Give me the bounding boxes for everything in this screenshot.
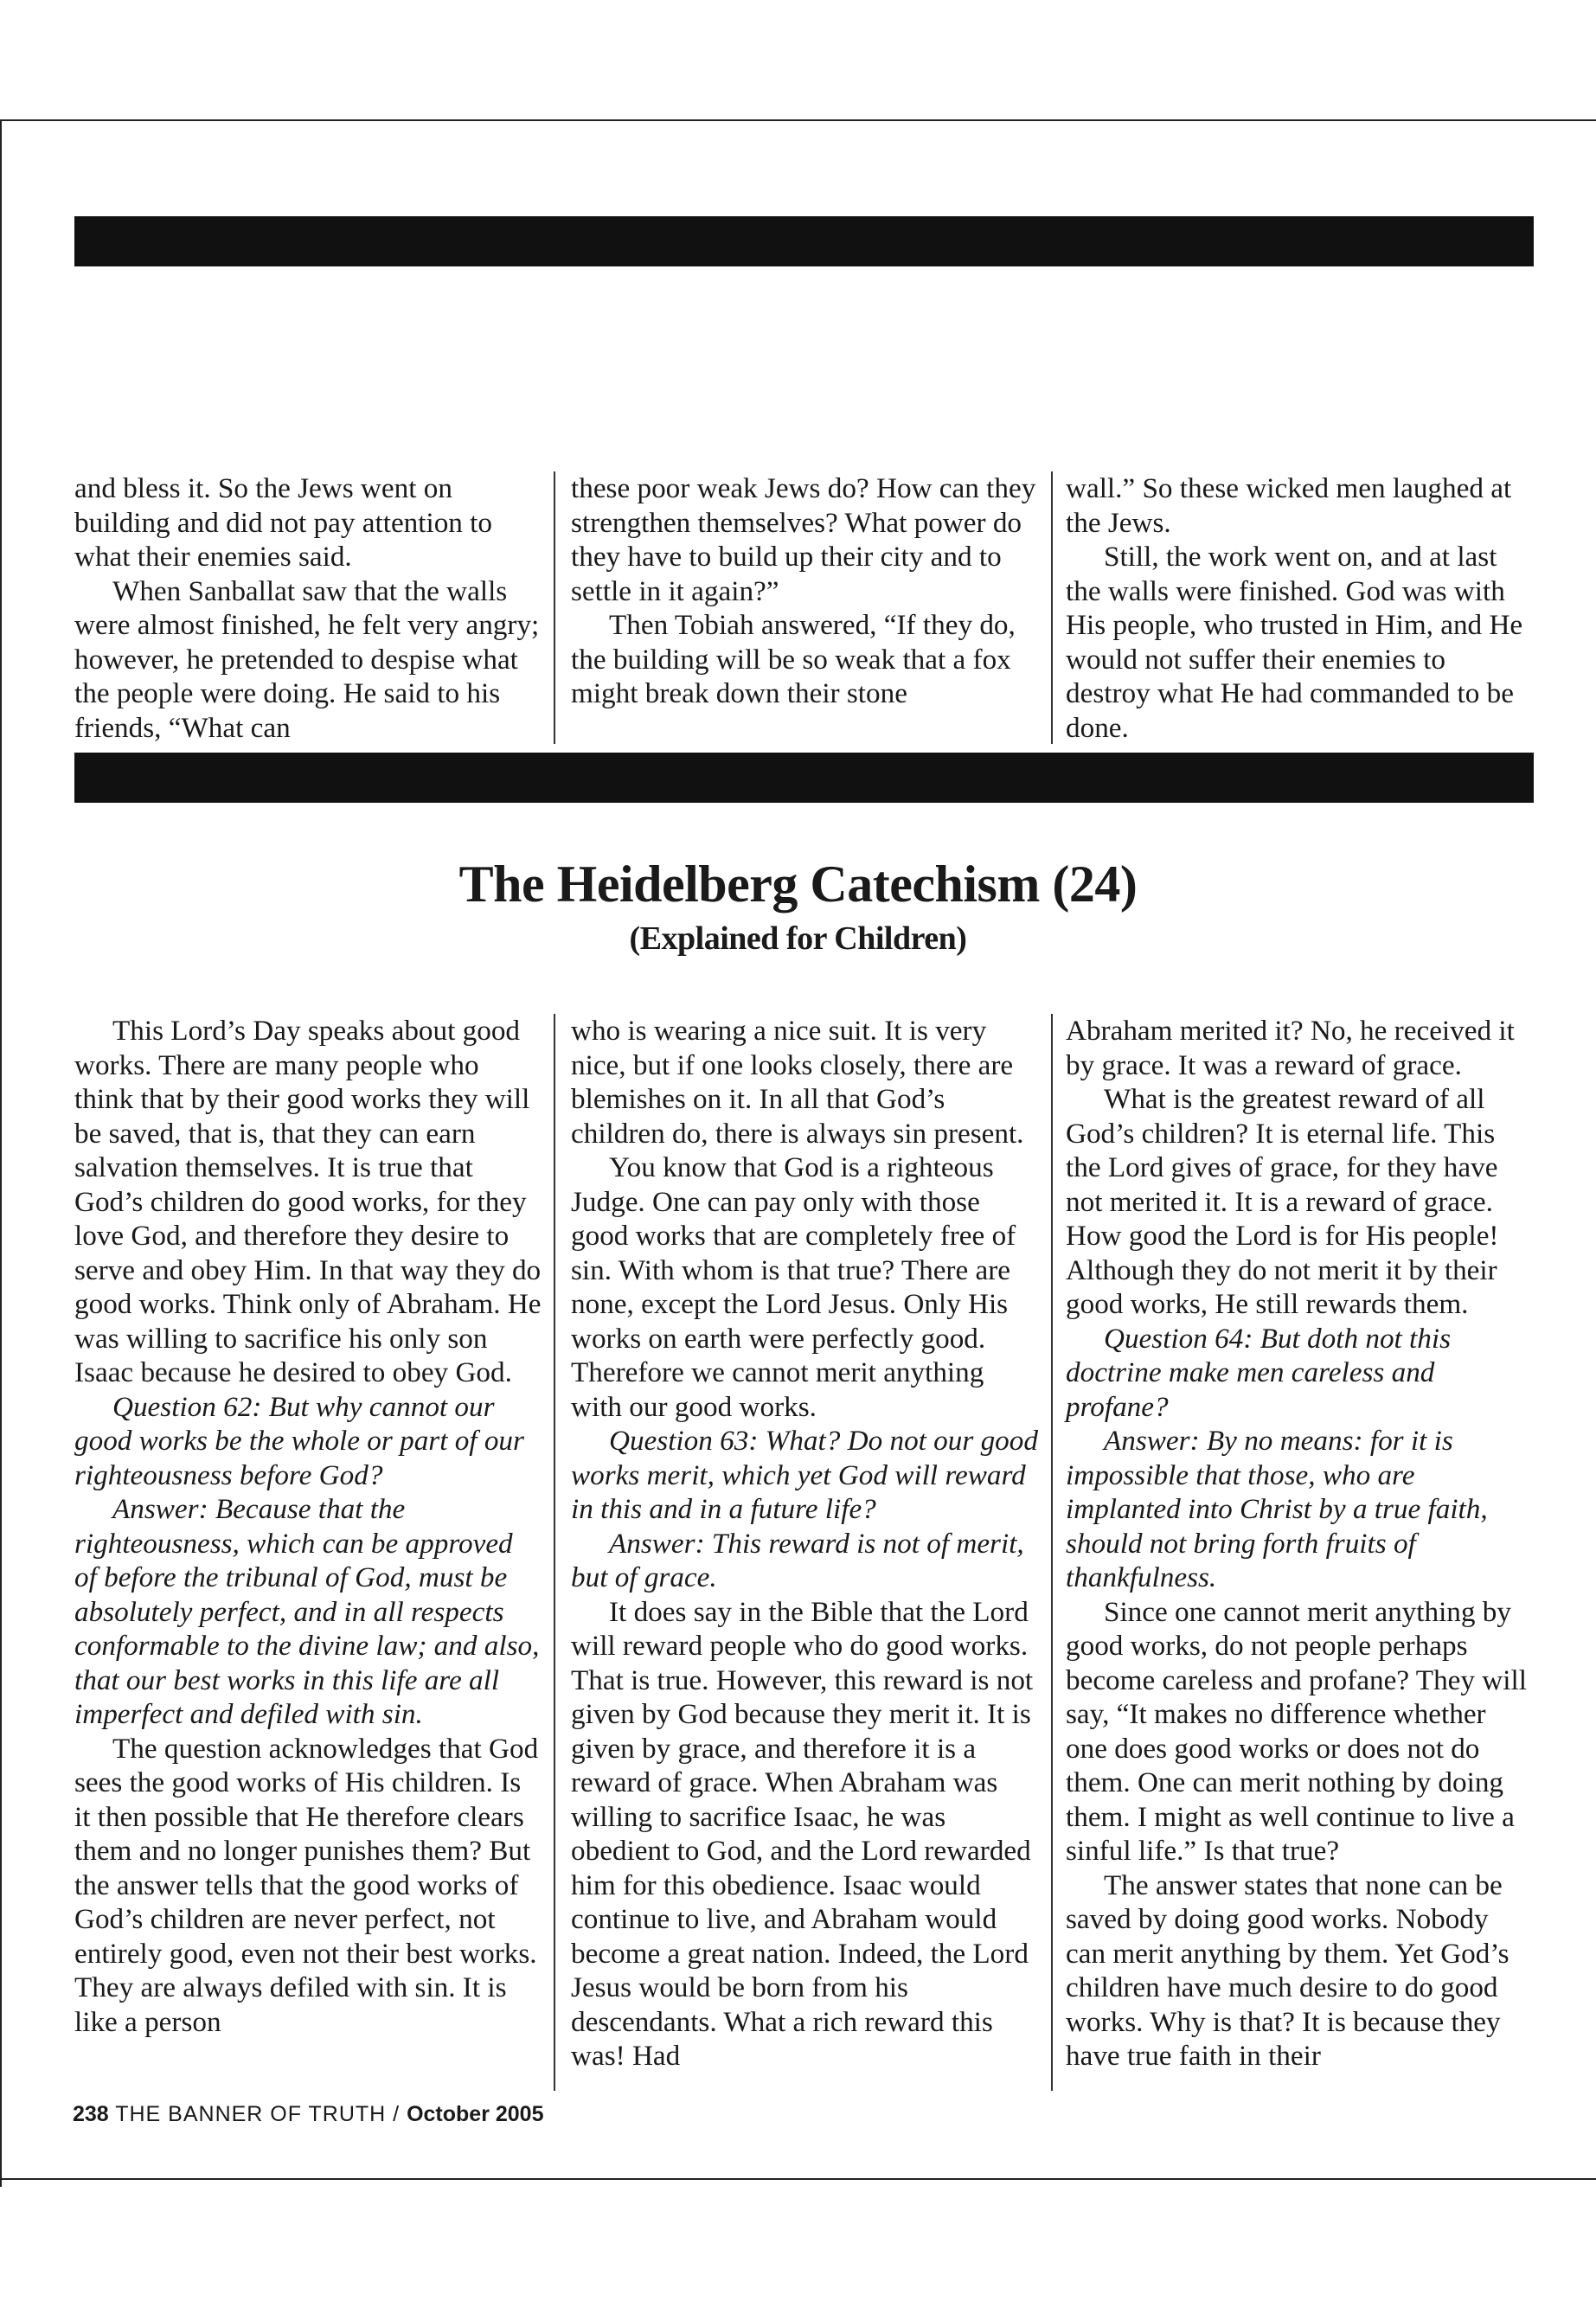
issue-date: October 2005 xyxy=(407,2102,544,2126)
body-paragraph: Since one cannot merit anything by good works, do not people perhaps become careless and profane? They will say, “It makes no difference whether one does good works or does not do them. One can merit nothing by doing them. I might as well continue to live a sinful life.” Is that true? xyxy=(1066,1595,1527,1867)
publication-name: THE BANNER OF TRUTH xyxy=(115,2102,387,2126)
article-title: The Heidelberg Catechism (24) xyxy=(458,856,1138,913)
body-paragraph: You know that God is a righteous Judge. One can pay only with those good works that are completely free of sin. With whom is that true? There are none, except the Lord Jesus. Only His works on earth were perfectly good. Therefore we cannot merit anything with our good works. xyxy=(571,1151,1016,1423)
catechism-qa-paragraph: Answer: Because that the righteousness, which can be approved of before the tribunal of God, must be absolutely perfect, and in all respects conformable to the divine law; and also, that our best works in this life are all imperfect and defiled with sin. xyxy=(74,1493,540,1730)
catechism-qa-paragraph: Question 62: But why cannot our good works be the whole or part of our righteousness before God? xyxy=(74,1390,524,1491)
story-column-2 xyxy=(571,471,1038,711)
page-footer xyxy=(73,2102,544,2127)
body-paragraph: When Sanballat saw that the walls were almost finished, he felt very angry; however, he pretended to despise what the people were doing. He said to his friends, “What can xyxy=(74,574,540,744)
body-paragraph: This Lord’s Day speaks about good works. There are many people who think that by their good works they will be saved, that is, that they can earn salvation themselves. It is true that God’s children do good works, for they love God, and therefore they desire to serve and obey Him. In that way they do good works. Think only of Abraham. He was willing to sacrifice his only son Isaac because he desired to obey God. xyxy=(74,1015,542,1388)
article-subtitle: (Explained for Children) xyxy=(629,920,967,957)
story-column-3 xyxy=(1066,471,1533,745)
catechism-qa-paragraph: Answer: This reward is not of merit, but of grace. xyxy=(571,1527,1024,1593)
bottom-rule xyxy=(0,2178,1596,2180)
body-paragraph: What is the greatest reward of all God’s children? It is eternal life. This the Lord gives of grace, for they have not merited it. It is a reward of grace. How good the Lord is for His people! Although they do not merit it by their good works, He still rewards them. xyxy=(1066,1083,1499,1320)
body-paragraph: Then Tobiah answered, “If they do, the building will be so weak that a fox might break down their stone xyxy=(571,609,1016,709)
page-number: 238 xyxy=(73,2102,109,2126)
footer-separator: / xyxy=(393,2102,401,2126)
body-paragraph: wall.” So these wicked men laughed at the Jews. xyxy=(1066,472,1512,539)
story-column-separator-1 xyxy=(554,471,555,744)
middle-black-band xyxy=(74,753,1534,803)
body-paragraph: Still, the work went on, and at last the walls were finished. God was with His people, who trusted in Him, and He would not suffer their enemies to destroy what He had commanded to be done. xyxy=(1066,541,1523,744)
top-rule xyxy=(0,119,1596,121)
body-paragraph: It does say in the Bible that the Lord will reward people who do good works. That is true. However, this reward is not given by God because they merit it. It is given by grace, and therefore it is a reward of grace. When Abraham was willing to sacrifice Isaac, he was obedient to God, and the Lord rewarded him for this obedience. Isaac would continue to live, and Abraham would become a great nation. Indeed, the Lord Jesus would be born from his descendants. What a rich reward this was! Had xyxy=(571,1595,1034,2072)
article-column-1 xyxy=(74,1014,542,2039)
story-column-1 xyxy=(74,471,542,745)
catechism-qa-paragraph: Question 63: What? Do not our good works merit, which yet God will reward in this and in a future life? xyxy=(571,1425,1038,1525)
catechism-qa-paragraph: Answer: By no means: for it is impossible that those, who are implanted into Christ by a true faith, should not bring forth fruits of thankfulness. xyxy=(1066,1425,1488,1593)
catechism-qa-paragraph: Question 64: But doth not this doctrine make men careless and profane? xyxy=(1066,1322,1452,1423)
article-column-2 xyxy=(571,1014,1038,2073)
top-black-band xyxy=(74,216,1534,266)
article-column-separator-2 xyxy=(1051,1014,1053,2091)
article-column-separator-1 xyxy=(554,1014,555,2091)
body-paragraph: who is wearing a nice suit. It is very nice, but if one looks closely, there are blemishes on it. In all that God’s children do, there is always sin present. xyxy=(571,1015,1024,1150)
story-column-separator-2 xyxy=(1051,471,1053,744)
body-paragraph: The answer states that none can be saved by doing good works. Nobody can merit anything by them. Yet God’s children have much desire to do good works. Why is that? It is because they have true faith in their xyxy=(1066,1868,1509,2072)
body-paragraph: The question acknowledges that God sees the good works of His children. Is it then possible that He therefore clears them and no longer punishes them? But the answer tells that the good works of God’s children are never perfect, not entirely good, even not their best works. They are always defiled with sin. It is like a person xyxy=(74,1732,539,2038)
left-edge xyxy=(0,119,2,2187)
body-paragraph: Abraham merited it? No, he received it by grace. It was a reward of grace. xyxy=(1066,1015,1515,1081)
body-paragraph: and bless it. So the Jews went on building and did not pay attention to what their enemies said. xyxy=(74,472,493,573)
body-paragraph: these poor weak Jews do? How can they strengthen themselves? What power do they have to build up their city and to settle in it again?” xyxy=(571,472,1036,607)
article-column-3 xyxy=(1066,1014,1533,2073)
